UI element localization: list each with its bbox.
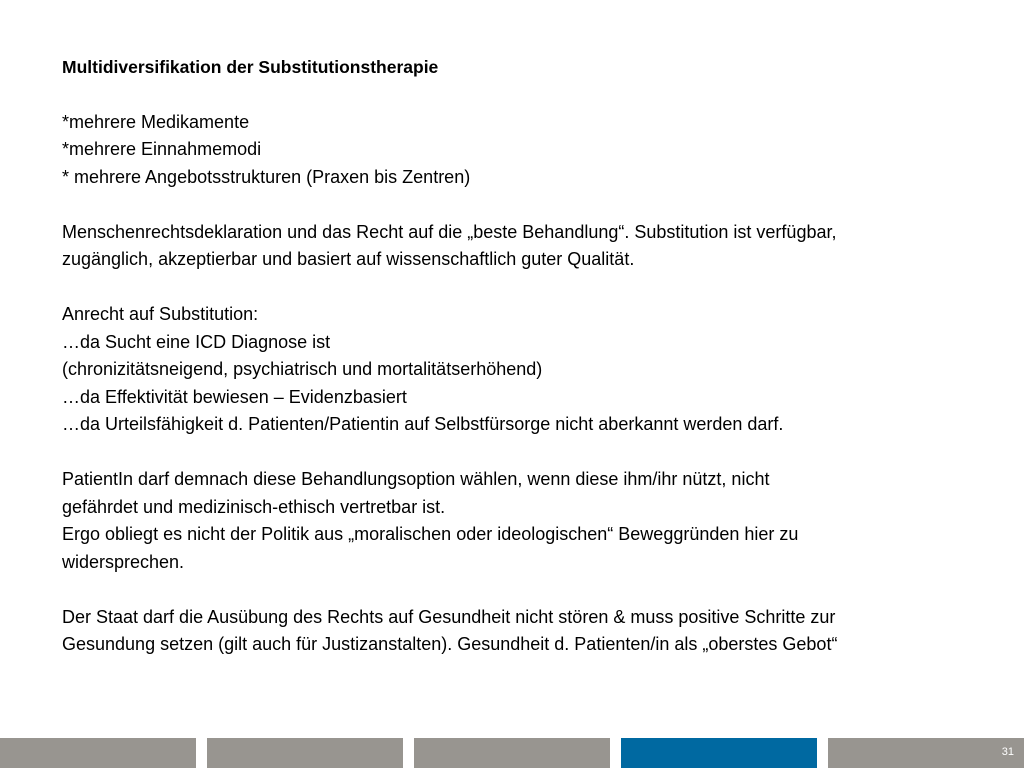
footer-block-2 (207, 738, 403, 768)
footer-block-active (621, 738, 817, 768)
slide-title: Multidiversifikation der Substitutionstherapie (62, 57, 439, 77)
footer-bar (0, 738, 1024, 768)
spacer (62, 191, 982, 219)
list-item: *mehrere Einnahmemodi (62, 139, 262, 159)
spacer (62, 439, 982, 467)
slide-content (62, 54, 982, 659)
state-paragraph (62, 604, 982, 659)
paragraph-line: Ergo obliegt es nicht der Politik aus „moralischen oder ideologischen“ Beweggründen hier zu (62, 524, 799, 544)
paragraph-line: zugänglich, akzeptierbar und basiert auf wissenschaftlich guter Qualität. (62, 249, 635, 269)
list-item: *mehrere Medikamente (62, 111, 250, 132)
paragraph-line: Menschenrechtsdeklaration und das Recht auf die „beste Behandlung“. Substitution ist verfügbar, (62, 221, 837, 242)
spacer (62, 576, 982, 604)
page-number: 31 (1001, 746, 1014, 758)
paragraph-line: PatientIn darf demnach diese Behandlungsoption wählen, wenn diese ihm/ihr nützt, nicht (62, 469, 770, 489)
footer-block-5 (828, 738, 1024, 768)
patient-choice-paragraph (62, 466, 982, 576)
footer-block-1 (0, 738, 196, 768)
paragraph-line: gefährdet und medizinisch-ethisch vertretbar ist. (62, 496, 446, 517)
spacer (62, 81, 982, 109)
reason-item: …da Effektivität bewiesen – Evidenzbasiert (62, 386, 407, 407)
entitlement-section (62, 301, 982, 439)
paragraph-line: widersprechen. (62, 551, 185, 572)
paragraph-line: Der Staat darf die Ausübung des Rechts auf Gesundheit nicht stören & muss positive Schritte zur (62, 606, 836, 627)
reason-item: …da Urteilsfähigkeit d. Patienten/Patientin auf Selbstfürsorge nicht aberkannt werden darf. (62, 414, 784, 434)
footer-block-3 (414, 738, 610, 768)
list-item: * mehrere Angebotsstrukturen (Praxen bis Zentren) (62, 166, 471, 187)
spacer (62, 274, 982, 302)
reason-item: …da Sucht eine ICD Diagnose ist (62, 331, 331, 352)
paragraph-line: Gesundung setzen (gilt auch für Justizanstalten). Gesundheit d. Patienten/in als „oberstes Gebot“ (62, 634, 838, 654)
section-heading: Anrecht auf Substitution: (62, 304, 259, 324)
feature-list (62, 109, 982, 192)
reason-item: (chronizitätsneigend, psychiatrisch und mortalitätserhöhend) (62, 359, 543, 379)
declaration-paragraph (62, 219, 982, 274)
